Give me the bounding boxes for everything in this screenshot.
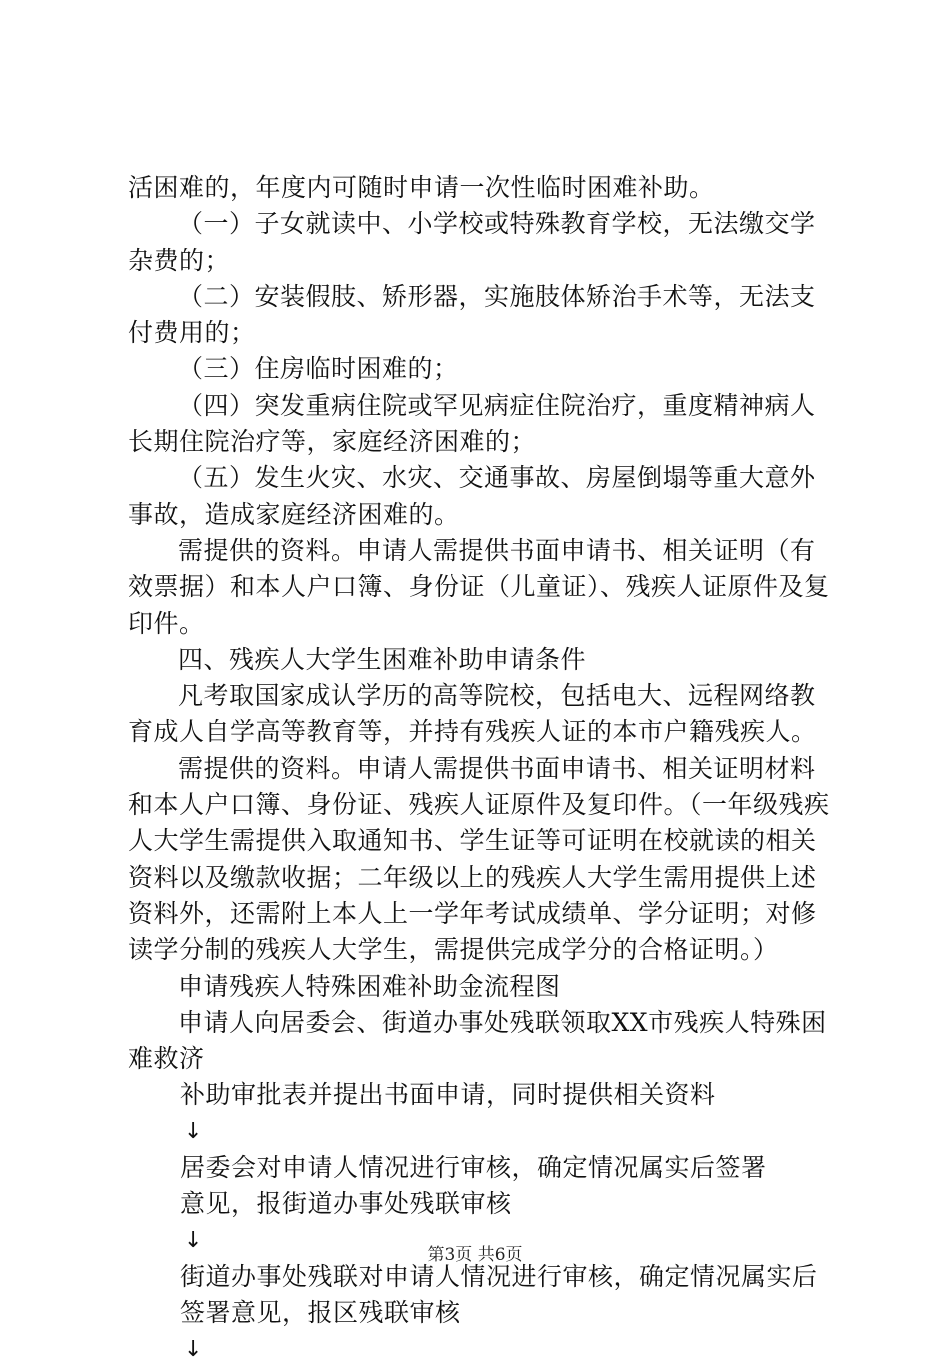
flow-step-3-line-2: 签署意见，报区残联审核	[180, 1298, 461, 1328]
flow-step-1: 补助审批表并提出书面申请，同时提供相关资料	[180, 1080, 716, 1110]
flow-step-2-line-1: 居委会对申请人情况进行审核，确定情况属实后签署	[180, 1153, 767, 1183]
flowchart-title: 申请残疾人特殊困难补助金流程图	[178, 971, 561, 1001]
paragraph-continuation: 活困难的，年度内可随时申请一次性临时困难补助。	[128, 173, 715, 202]
paragraph-materials-2: 需提供的资料。申请人需提供书面申请书、相关证明材料和本人户口簿、身份证、残疾人证原件及复印件。（一年级残疾人大学生需提供入取通知书、学生证等可证明在校就读的相关资料以及缴款收据；二年级以上的残疾人大学生需用提供上述资料外，还需附上本人上一学年考试成绩单、学分证明；对修读学分制的残疾人大学生，需提供完成学分的合格证明。）	[128, 753, 830, 965]
down-arrow-icon: ↓	[184, 1227, 203, 1253]
paragraph-item-1: （一）子女就读中、小学校或特殊教育学校，无法缴交学杂费的；	[128, 209, 816, 275]
paragraph-item-5: （五）发生火灾、水灾、交通事故、房屋倒塌等重大意外事故，造成家庭经济困难的。	[128, 463, 816, 529]
flow-step-3-line-1: 街道办事处残联对申请人情况进行审核，确定情况属实后	[180, 1261, 818, 1291]
paragraph-eligibility: 凡考取国家成认学历的高等院校，包括电大、远程网络教育成人自学高等教育等，并持有残疾人证的本市户籍残疾人。	[128, 681, 817, 747]
down-arrow-icon: ↓	[184, 1118, 203, 1144]
section-heading-4: 四、残疾人大学生困难补助申请条件	[178, 644, 587, 674]
paragraph-item-4: （四）突发重病住院或罕见病症住院治疗，重度精神病人长期住院治疗等，家庭经济困难的；	[128, 390, 816, 457]
paragraph-item-3: （三）住房临时困难的；	[178, 354, 459, 384]
flow-intro: 申请人向居委会、街道办事处残联领取XX市残疾人特殊困难救济	[128, 1007, 827, 1074]
paragraph-item-2: （二）安装假肢、矫形器，实施肢体矫治手术等，无法支付费用的；	[128, 281, 816, 348]
down-arrow-icon: ↓	[184, 1336, 203, 1362]
document-body	[128, 170, 838, 1368]
page-footer: 第3页 共6页	[427, 1245, 523, 1265]
flow-step-2-line-2: 意见，报街道办事处残联审核	[180, 1189, 512, 1219]
paragraph-materials-1: 需提供的资料。申请人需提供书面申请书、相关证明（有效票据）和本人户口簿、身份证（儿童证）、残疾人证原件及复印件。	[128, 535, 830, 638]
